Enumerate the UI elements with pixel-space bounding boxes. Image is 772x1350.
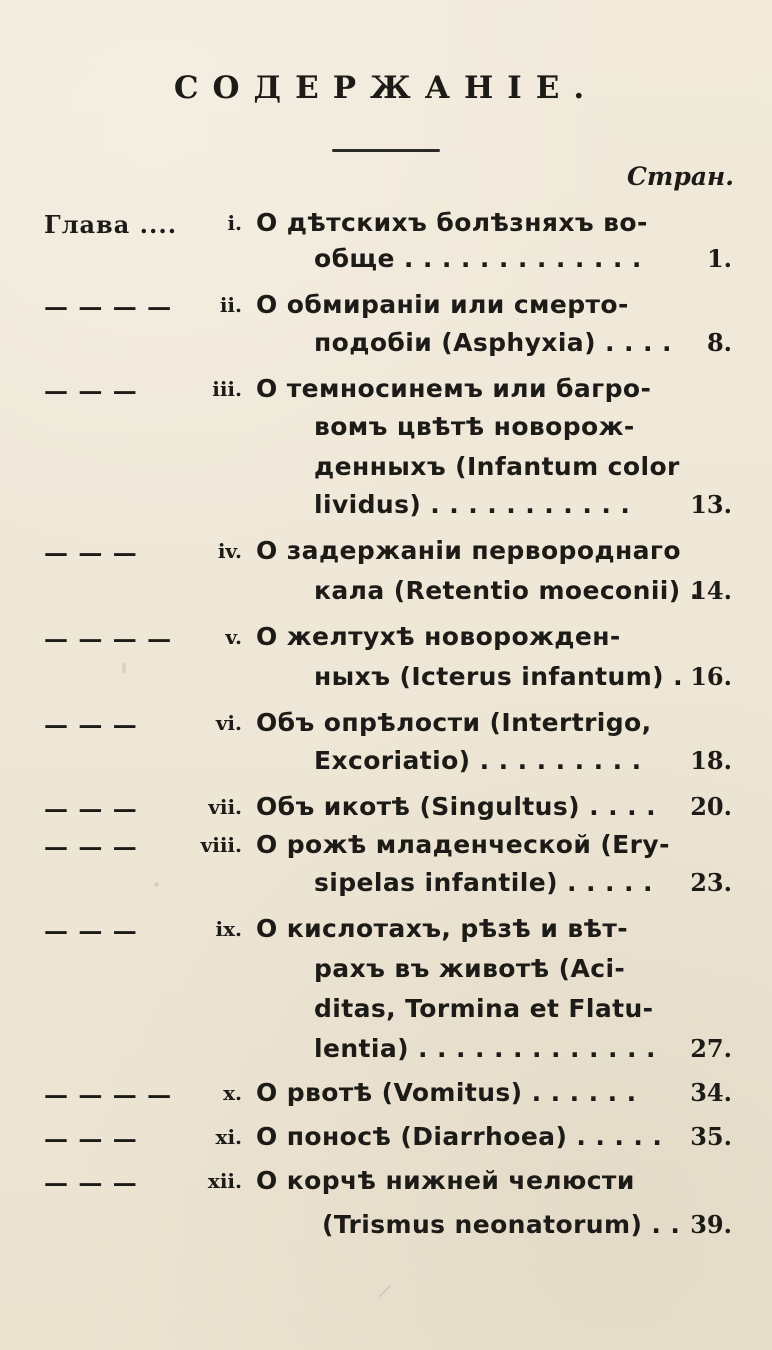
title-rule [332, 149, 440, 152]
chapter-title-line: подобіи (Asphyxia) . . . . [314, 328, 672, 357]
toc-entry-6-line-2 [0, 742, 772, 786]
chapter-leader: — — — [44, 1124, 138, 1153]
chapter-title-line: денныхъ (Infantum color [314, 452, 680, 481]
chapter-title-line: О корчѣ нижней челюсти [256, 1166, 635, 1195]
page-number: 1. [706, 244, 732, 273]
chapter-title-line: sipelas infantile) . . . . . [314, 868, 653, 897]
toc-entry-9-line-3 [0, 990, 772, 1034]
chapter-leader: — — — [44, 376, 138, 405]
chapter-title-line: (Trismus neonatorum) . . [322, 1210, 681, 1239]
chapter-title-line: О рожѣ младенческой (Ery- [256, 830, 670, 859]
toc-entry-12-line-2 [0, 1206, 772, 1250]
paper-spot [378, 1284, 392, 1298]
chapter-leader: — — — [44, 794, 138, 823]
chapter-label: Глава .... [44, 210, 178, 239]
chapter-title-line: Объ опрѣлости (Intertrigo, [256, 708, 652, 737]
chapter-numeral: iv. [217, 539, 242, 563]
toc-entry-3-line-2 [0, 408, 772, 452]
chapter-title-line: Объ икотѣ (Singultus) . . . . [256, 792, 656, 821]
page-number: 14. [690, 576, 732, 605]
toc-entry-1-line-2 [0, 240, 772, 284]
chapter-title-line: обще . . . . . . . . . . . . . [314, 244, 642, 273]
toc-entry-2-line-2 [0, 324, 772, 368]
chapter-leader: — — — — [44, 292, 173, 321]
chapter-numeral: vi. [215, 711, 242, 735]
toc-entry-4-line-1 [0, 532, 772, 576]
chapter-leader: — — — [44, 1168, 138, 1197]
page-number: 8. [706, 328, 732, 357]
page-number: 18. [690, 746, 732, 775]
toc-entry-9-line-4 [0, 1030, 772, 1074]
chapter-title-line: О кислотахъ, рѣзѣ и вѣт- [256, 914, 629, 943]
chapter-leader: — — — [44, 538, 138, 567]
chapter-numeral: ii. [219, 293, 242, 317]
toc-entry-10-line-1 [0, 1074, 772, 1118]
toc-entry-5-line-1 [0, 618, 772, 662]
chapter-title-line: lividus) . . . . . . . . . . . [314, 490, 631, 519]
chapter-numeral: xi. [215, 1125, 242, 1149]
chapter-title-line: О обмираніи или смерто- [256, 290, 629, 319]
page-number: 39. [690, 1210, 732, 1239]
page-column-label: Стран. [627, 162, 734, 191]
chapter-numeral: x. [223, 1081, 242, 1105]
toc-entry-9-line-1 [0, 910, 772, 954]
chapter-numeral: viii. [200, 833, 242, 857]
toc-entry-4-line-2 [0, 572, 772, 616]
chapter-title-line: О задержаніи первороднаго [256, 536, 681, 565]
chapter-leader: — — — [44, 832, 138, 861]
toc-entry-5-line-2 [0, 658, 772, 702]
chapter-title-line: кала (Retentio moeconii) . [314, 576, 700, 605]
page-number: 16. [690, 662, 732, 691]
chapter-leader: — — — [44, 916, 138, 945]
chapter-title-line: О поносѣ (Diarrhoea) . . . . . [256, 1122, 663, 1151]
chapter-numeral: xii. [207, 1169, 242, 1193]
chapter-numeral: vii. [208, 795, 242, 819]
page-number: 34. [690, 1078, 732, 1107]
chapter-numeral: v. [225, 625, 242, 649]
chapter-title-line: вомъ цвѣтѣ новорож- [314, 412, 635, 441]
page-number: 35. [690, 1122, 732, 1151]
page-number: 27. [690, 1034, 732, 1063]
toc-entry-11-line-1 [0, 1118, 772, 1162]
chapter-title-line: О желтухѣ новорожден- [256, 622, 621, 651]
chapter-leader: — — — — [44, 624, 173, 653]
toc-entry-9-line-2 [0, 950, 772, 994]
chapter-leader: — — — — [44, 1080, 173, 1109]
chapter-title-line: ныхъ (Icterus infantum) . [314, 662, 683, 691]
chapter-title-line: ditas, Tormina et Flatu- [314, 994, 654, 1023]
chapter-title-line: О темносинемъ или багро- [256, 374, 652, 403]
toc-entry-8-line-2 [0, 864, 772, 908]
chapter-numeral: ix. [215, 917, 242, 941]
chapter-leader: — — — [44, 710, 138, 739]
table-of-contents [0, 204, 772, 1284]
chapter-title-line: О дѣтскихъ болѣзняхъ во- [256, 208, 648, 237]
page-number: 13. [690, 490, 732, 519]
page-number: 23. [690, 868, 732, 897]
chapter-numeral: iii. [212, 377, 242, 401]
page-number: 20. [690, 792, 732, 821]
chapter-title-line: рахъ въ животѣ (Aci- [314, 954, 626, 983]
chapter-title-line: lentia) . . . . . . . . . . . . . [314, 1034, 656, 1063]
chapter-title-line: Excoriatio) . . . . . . . . . [314, 746, 642, 775]
chapter-title-line: О рвотѣ (Vomitus) . . . . . . [256, 1078, 637, 1107]
toc-entry-12-line-1 [0, 1162, 772, 1206]
page-title: СОДЕРЖАНІЕ. [173, 70, 599, 106]
chapter-numeral: i. [227, 211, 242, 235]
toc-entry-3-line-4 [0, 486, 772, 530]
